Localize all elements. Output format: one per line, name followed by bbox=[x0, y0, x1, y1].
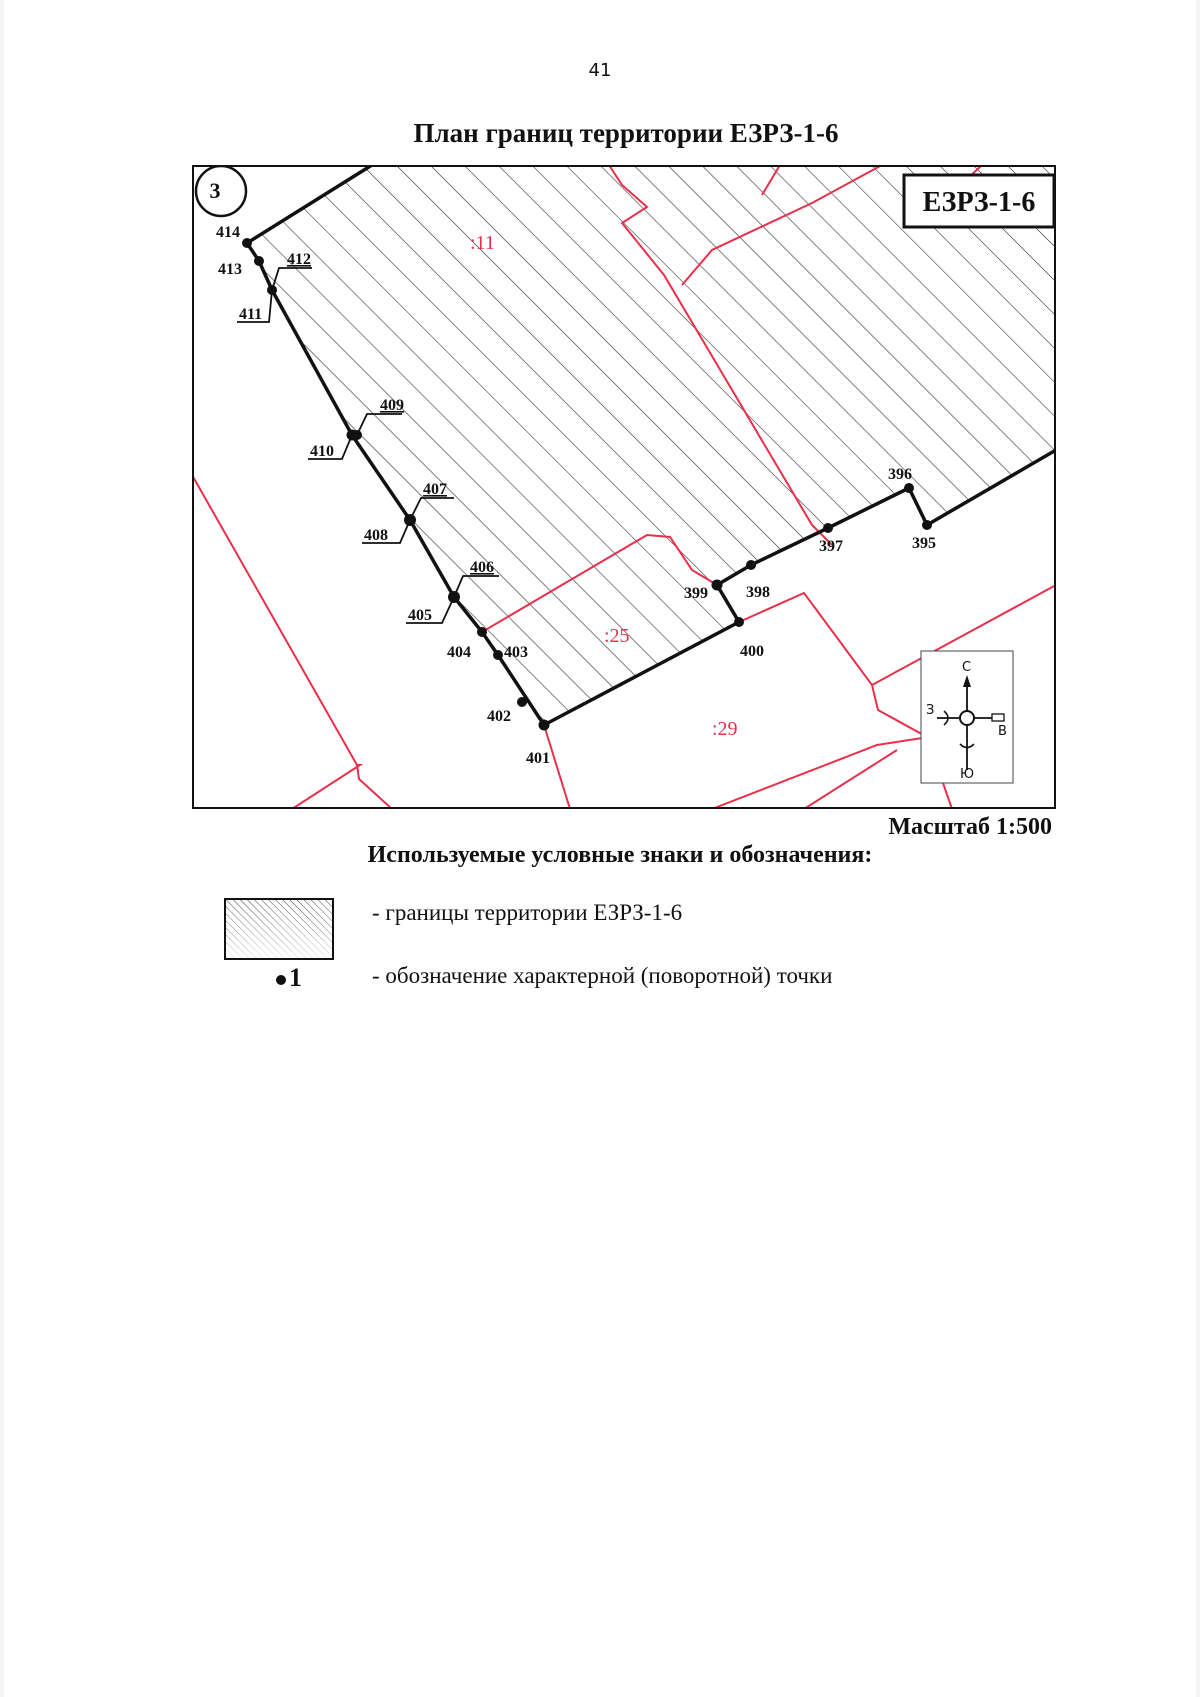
legend-item-zone-text: - границы территории ЕЗРЗ-1-6 bbox=[372, 900, 683, 925]
turning-point bbox=[493, 650, 503, 660]
turning-point bbox=[448, 591, 460, 603]
turning-point bbox=[477, 627, 487, 637]
point-label-411: 411 bbox=[239, 306, 263, 323]
point-dot-icon bbox=[276, 975, 286, 985]
compass-east-label: В bbox=[998, 724, 1007, 739]
point-label-412: 412 bbox=[287, 251, 311, 268]
compass-south-label: Ю bbox=[960, 767, 975, 782]
page-title: План границ территории ЕЗРЗ-1-6 bbox=[413, 118, 839, 148]
point-label-400: 400 bbox=[740, 643, 764, 660]
sheet-marker bbox=[196, 166, 246, 216]
point-label-406: 406 bbox=[470, 559, 494, 576]
compass-rose bbox=[921, 651, 1013, 783]
turning-point bbox=[352, 430, 362, 440]
point-label-408: 408 bbox=[364, 527, 388, 544]
point-label-414: 414 bbox=[216, 224, 240, 241]
point-label-401: 401 bbox=[526, 750, 550, 767]
zone-label-box bbox=[904, 175, 1054, 227]
legend-point-symbol bbox=[276, 963, 302, 993]
sheet-marker-label: 3 bbox=[209, 178, 221, 203]
compass-west-label: З bbox=[926, 703, 935, 718]
point-label-407: 407 bbox=[423, 481, 447, 498]
point-label-402: 402 bbox=[487, 708, 511, 725]
point-label-399: 399 bbox=[684, 585, 708, 602]
legend-point-number: 1 bbox=[289, 963, 302, 992]
turning-point bbox=[267, 285, 277, 295]
point-label-409: 409 bbox=[380, 397, 404, 414]
turning-point bbox=[734, 617, 744, 627]
point-label-405: 405 bbox=[408, 607, 432, 624]
turning-point bbox=[539, 720, 550, 731]
parcel-label: :11 bbox=[470, 232, 495, 254]
turning-point bbox=[242, 238, 252, 248]
turning-point bbox=[904, 483, 914, 493]
point-label-403: 403 bbox=[504, 644, 528, 661]
point-label-395: 395 bbox=[912, 535, 936, 552]
legend-hatch-swatch bbox=[224, 898, 334, 960]
page-number: 41 bbox=[588, 60, 612, 81]
point-label-396: 396 bbox=[888, 466, 912, 483]
parcel-label: :25 bbox=[604, 625, 630, 647]
turning-point bbox=[254, 256, 264, 266]
legend-item-point-text: - обозначение характерной (поворотной) точки bbox=[372, 963, 833, 988]
turning-point bbox=[712, 580, 723, 591]
turning-point bbox=[404, 514, 416, 526]
point-label-397: 397 bbox=[819, 538, 843, 555]
point-label-410: 410 bbox=[310, 443, 334, 460]
legend-title: Используемые условные знаки и обозначения: bbox=[367, 842, 873, 868]
turning-point bbox=[922, 520, 932, 530]
parcel-label: :29 bbox=[712, 718, 738, 740]
turning-point bbox=[823, 523, 833, 533]
turning-point bbox=[746, 560, 756, 570]
zone-label: ЕЗРЗ-1-6 bbox=[922, 187, 1036, 218]
point-label-413: 413 bbox=[218, 261, 242, 278]
point-label-398: 398 bbox=[746, 584, 770, 601]
point-label-404: 404 bbox=[447, 644, 471, 661]
compass-north-label: С bbox=[962, 660, 972, 675]
map-scale: Масштаб 1:500 bbox=[888, 814, 1052, 840]
boundary-plan-map bbox=[192, 165, 1056, 809]
turning-point bbox=[517, 697, 527, 707]
